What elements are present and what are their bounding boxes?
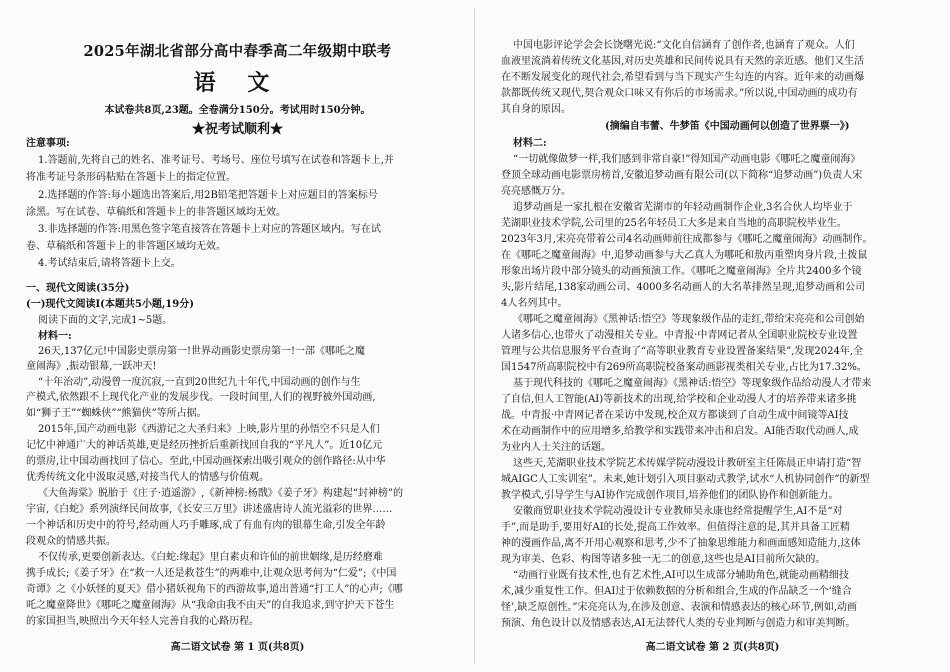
note-line: 将准考证号条形码粘贴在答题卡上的指定位置。 — [26, 172, 236, 183]
passage-line: 产模式,依然跟不上现代化产业的发展步伐。一段时间里,人们的视野被外国动画, — [26, 392, 376, 403]
passage-line: 人诸多信心,也带火了动漫相关专业。中青报·中青网记者从全国职业院校专业设置 — [501, 330, 858, 341]
passage-line: 预演、角色设计以及情感表达,AI无法替代人类的专业判断与创造力和审美判断。 — [501, 618, 856, 629]
passage-line: 如“狮子王”“蜘蛛侠”“熊猫侠”等所占据。 — [26, 408, 207, 419]
passage-line: 神的漫画作品,离不开用心观察和思考,少不了抽象思维能力和画面感知造能力,这体 — [501, 538, 861, 549]
page-footer: 高二语文试卷 第 2 页(共8页) — [645, 642, 780, 653]
reading-instruction: 阅读下面的文字,完成1~5题。 — [38, 315, 173, 326]
note-line: 1.答题前,先将自己的姓名、准考证号、考场号、座位号填写在试卷和答题卡上,并 — [38, 155, 394, 166]
source-citation: (摘编自韦蕾、牛梦笛《中国动画何以创造了世界票一》) — [605, 121, 850, 132]
passage-line: 管理与公共信息服务平台查询了“高等职业教育专业设置备案结果”,发现2024年,全 — [501, 346, 864, 357]
passage-line: 在不断发展变化的现代社会,希望看到与当下现实产生勾连的内容。近年来的动画爆 — [501, 72, 865, 83]
passage-line: “一切就像做梦一样,我们感到非常自豪!”得知国产动画电影《哪吒之魔童闹海》 — [513, 154, 861, 165]
passage-line: “十年治动”,动漫曾一度沉寂,一直到20世纪九十年代,中国动画的创作与生 — [38, 377, 361, 388]
passage-line: 不仅传承,更要创新表达。《白蛇:缘起》里白素贞和许仙的前世姻缘,是历经磨难 — [38, 552, 383, 563]
passage-line: 的票房,让中国动画找回了信心。至此,中国动画探索出吸引观众的创作路径:从中华 — [26, 456, 386, 467]
passage-line: 战。中青报·中青网记者在采访中发现,校企双方都谈到了自动生成中间镜等AI技 — [501, 410, 849, 421]
passage-line: 手”,而是助手,要用好AI的长处,提高工作效率。但值得注意的是,其并具备工匠精 — [501, 522, 850, 533]
passage-line: 记忆中神通广大的神话英雄,更是经历挫折后重新找回自我的“平凡人”。近10亿元 — [26, 440, 383, 451]
passage-line: 为业内人士关注的话题。 — [501, 442, 611, 453]
passage-line: 国1547所高职院校中有269所高职院校备案动画影视类相关专业,占比为17.32%。 — [501, 362, 867, 373]
right-page — [475, 0, 950, 672]
passage-line: 教学模式,引导学生与AI协作完成创作项目,培养他们的团队协作和创新能力。 — [501, 490, 839, 501]
passage-line: 携手成长;《姜子牙》在“救一人还是救苍生”的两难中,让观众思考何为“仁爱”;《中国 — [26, 568, 397, 579]
note-line: 3.非选择题的作答:用黑色签字笔直接答在答题卡上对应的答题区域内。写在试 — [38, 224, 381, 235]
note-line: 卷、草稿纸和答题卡上的非答题区域均无效。 — [26, 241, 226, 252]
passage-line: 段观众的情感共振。 — [26, 536, 116, 547]
passage-line: 26天,137亿元!中国影史票房第一!世界动画影史票房第一!一部《哪吒之魔 — [38, 346, 366, 357]
passage-line: 了自信,但人工智能(AI)等新技术的出现,给学校和企业动漫人才的培养带来诸多挑 — [501, 394, 857, 405]
passage-line: 亮亮感慨万分。 — [501, 186, 571, 197]
passage-line: 术,减少重复性工作。但AI过于依赖数据的分析和组合,生成的作品缺乏一个‘缝合 — [501, 586, 852, 597]
passage-line: 血液里流淌着传统文化基因,对历史英雄和民间传说具有天然的亲近感。他们又生活 — [501, 56, 865, 67]
good-luck-line: ★祝考试顺利★ — [191, 122, 283, 137]
passage-line: 形象出场片段中部分镜头的动画预演工作。《哪吒之魔童闹海》全片共2400多个镜 — [501, 266, 862, 277]
material-label: 材料一: — [38, 331, 72, 342]
passage-line: 一个神话和历史中的符号,经动画人巧手雕琢,成了有血有肉的银幕生命,引发全年龄 — [26, 520, 386, 531]
passage-line: 这些天,芜湖职业技术学院艺术传媒学院动漫设计教研室主任陈晨正申请打造“智 — [513, 458, 862, 469]
passage-line: 基于现代科技的《哪吒之魔童闹海》《黑神话:悟空》等现象级作品给动漫人才带来 — [513, 378, 872, 389]
passage-line: 款都既传统又现代,契合观众口味又有你后的市场需求。”所以说,中国动画的成功有 — [501, 88, 858, 99]
notes-heading: 注意事项: — [26, 138, 70, 149]
passage-line: 《哪吒之魔童闹海》《黑神话:悟空》等现象级作品的走红,带给宋亮亮和公司创始 — [513, 314, 865, 325]
material-label: 材料二: — [513, 138, 547, 149]
passage-line: 追梦动画是一家扎根在安徽省芜湖市的年轻动画制作企业,3名合伙人均毕业于 — [513, 202, 853, 213]
passage-line: 吒之魔童降世》《哪吒之魔童闹海》从“我命由我不由天”的自我追求,到守护天下苍生 — [26, 600, 395, 611]
subject-title: 语 文 — [193, 70, 282, 96]
passage-line: “动画行业既有技术性,也有艺术性,AI可以生成部分辅助角色,就能动画精细技 — [513, 570, 849, 581]
passage-line: 童闹海》,振动银幕,一跃冲天! — [26, 361, 157, 372]
passage-line: 《大鱼海棠》脱胎于《庄子·逍遥游》,《新神榜:杨戬》《姜子牙》构建起“封神榜”的 — [38, 488, 403, 499]
passage-line: 的家国担当,映照出今天年轻人完善自我的心路历程。 — [26, 616, 260, 627]
exam-info: 本试卷共8页,23题。全卷满分150分。考试用时150分钟。 — [104, 105, 371, 116]
note-line: 2.选择题的作答:每小题选出答案后,用2B铅笔把答题卡上对应题目的答案标号 — [38, 190, 378, 201]
passage-line: 头,影片结尾,138家动画公司、4000多名动画人的大名革排然呈现,追梦动画和公司 — [501, 282, 866, 293]
passage-line: 宇宙,《白蛇》系列演绎民间故事,《长安三万里》讲述盛唐诗人流光溢彩的世界…… — [26, 504, 393, 515]
passage-line: 在《哪吒之魔童闹海》中,追梦动画参与大乙真人为哪吒和敖丙重塑肉身片段,土拨鼠 — [501, 250, 868, 261]
passage-line: 现为审美、色彩、构图等诸多独一无二的创意,这些也是AI目前所欠缺的。 — [501, 554, 826, 565]
page-footer: 高二语文试卷 第 1 页(共8页) — [170, 642, 305, 653]
exam-title: 2025年湖北省部分高中春季高二年级期中联考 — [83, 43, 392, 60]
passage-line: 奇谭》之《小妖怪的夏天》借小猪妖视角下的西游故事,道出普通“打工人”的心声;《哪 — [26, 584, 403, 595]
passage-line: 优秀传统文化中汲取灵感,对接当代人的情感与价值观。 — [26, 472, 270, 483]
subsection-heading: (一)现代文阅读Ⅰ(本题共5小题,19分) — [26, 299, 194, 310]
passage-line: 术在动画制作中的应用增多,给教学和实践带来冲击和启发。AI能否取代动画人,成 — [501, 426, 859, 437]
passage-line: 中国电影评论学会会长饶曙光说:“文化自信涵育了创作者,也涵育了观众。人们 — [513, 40, 855, 51]
note-line: 涂黑。写在试卷、草稿纸和答题卡上的非答题区域均无效。 — [26, 207, 286, 218]
note-line: 4.考试结束后,请将答题卡上交。 — [38, 258, 181, 269]
passage-line: 怪’,缺乏原创性。”宋亮亮认为,在涉及创意、表演和情感表达的核心环节,例如,动画 — [501, 602, 858, 613]
section-heading: 一、现代文阅读(35分) — [26, 283, 130, 294]
passage-line: 芜湖职业技术学院,公司里的25名年轻员工大多是来自当地的高职院校毕业生。 — [501, 218, 847, 229]
passage-line: 登顶全球动画电影票房榜首,安徽追梦动画有限公司(以下简称“追梦动画”)负责人宋 — [501, 170, 863, 181]
passage-line: 2023年3月,宋亮亮带着公司4名动画师前往成都参与《哪吒之魔童闹海》动画制作。 — [501, 234, 873, 245]
passage-line: 其自身的原因。 — [501, 104, 571, 115]
passage-line: 城AIGC人工实训室”。未来,她计划引入项目驱动式教学,试水“人机协同创作”的新型 — [501, 474, 870, 485]
passage-line: 安徽商贸职业技术学院动漫设计专业教师吴永康也经常提醒学生,AI不是“对 — [513, 506, 843, 517]
passage-line: 4人名列其中。 — [501, 298, 568, 309]
passage-line: 2015年,国产动画电影《西游记之大圣归来》上映,影片里的孙悟空不只是人们 — [38, 424, 380, 435]
